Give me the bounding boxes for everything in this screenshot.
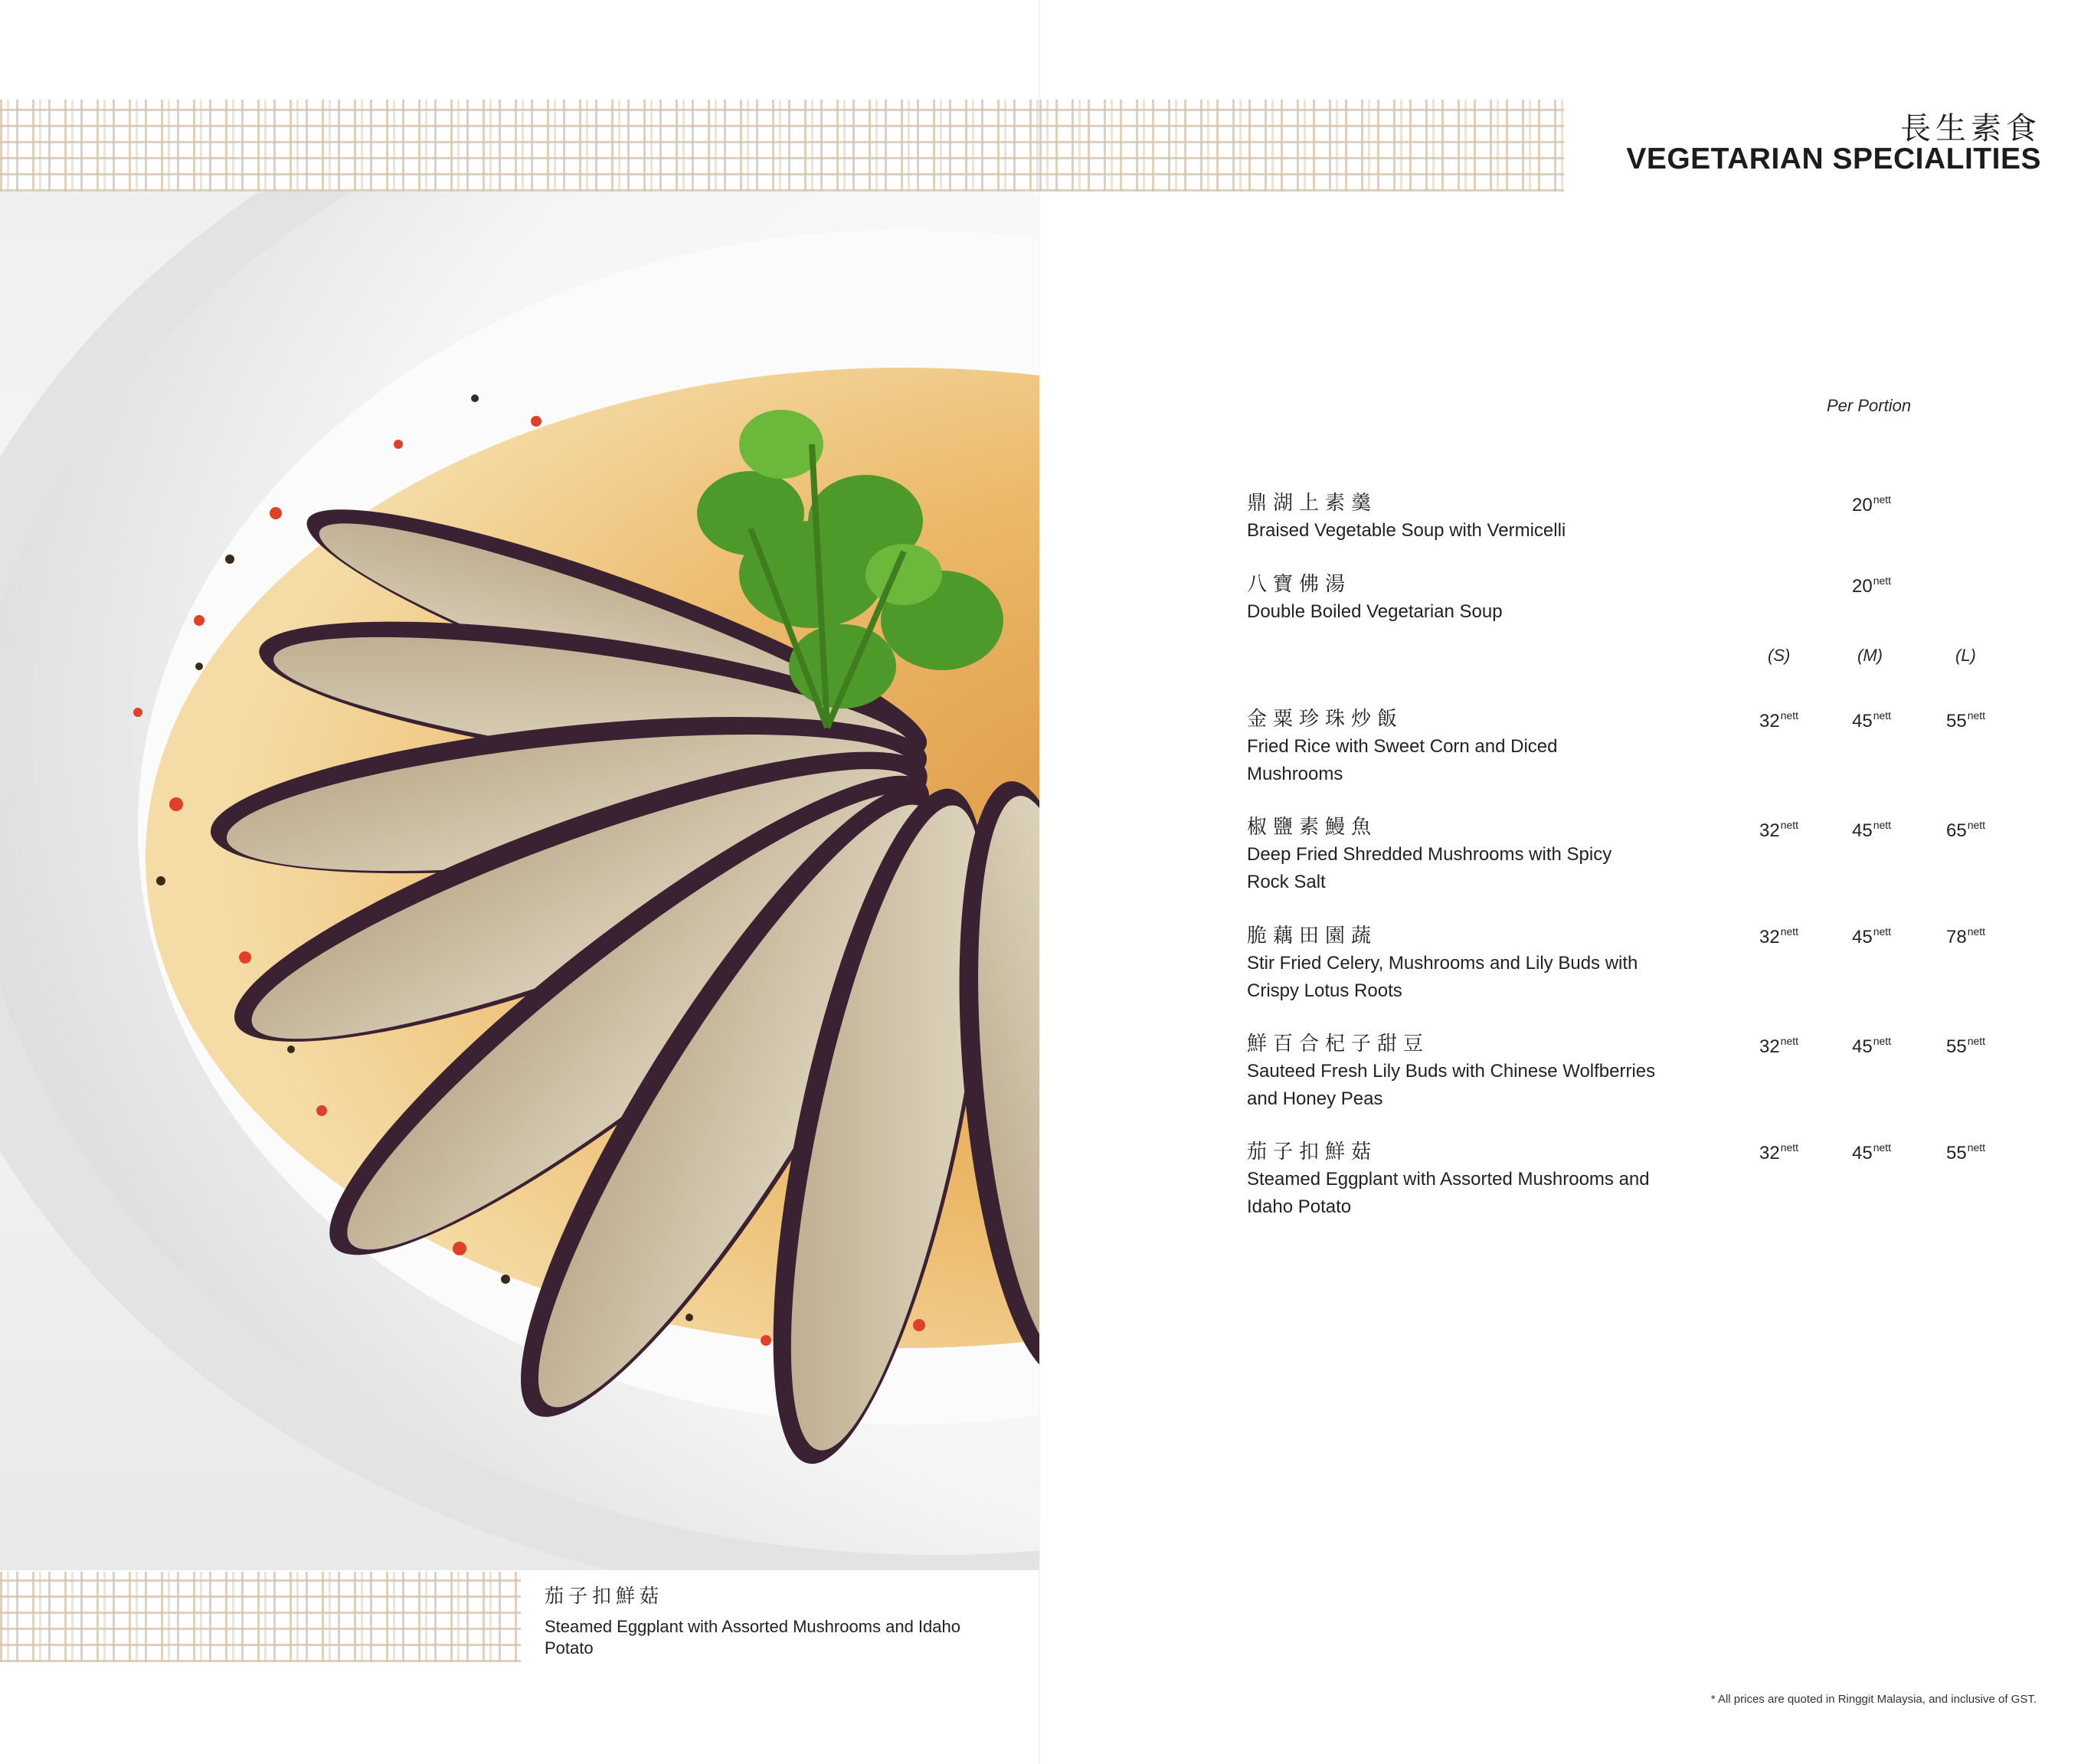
size-label-small: (S) [1768, 646, 1791, 665]
menu-item-english-name: Double Boiled Vegetarian Soup [1247, 601, 1503, 622]
nett-suffix: nett [1967, 1035, 1986, 1047]
menu-item [1247, 815, 1645, 896]
menu-item [1247, 707, 1584, 788]
menu-item-english-name: Steamed Eggplant with Assorted Mushrooms and Idaho Potato [1247, 1169, 1650, 1217]
per-portion-label: Per Portion [1827, 396, 1912, 415]
price-value: 78 [1946, 927, 1967, 947]
section-title: VEGETARIAN SPECIALITIES [1626, 142, 2041, 175]
menu-item-chinese-name: 金粟珍珠炒飯 [1247, 708, 1404, 731]
price-value: 55 [1946, 1036, 1967, 1057]
menu-item-chinese-name: 鼎湖上素羹 [1247, 492, 1378, 515]
menu-item [1247, 491, 1676, 545]
price-value: 65 [1946, 820, 1967, 841]
nett-suffix: nett [1967, 925, 1986, 938]
menu-item-english-name: Braised Vegetable Soup with Vermicelli [1247, 520, 1566, 541]
nett-suffix: nett [1780, 819, 1799, 831]
nett-suffix: nett [1780, 925, 1799, 938]
caption-english: Steamed Eggplant with Assorted Mushrooms and Idaho Potato [545, 1617, 960, 1658]
nett-suffix: nett [1873, 493, 1892, 506]
price-value: 45 [1852, 1036, 1873, 1057]
menu-item-english-name: Sauteed Fresh Lily Buds with Chinese Wolfberries and Honey Peas [1247, 1061, 1656, 1109]
footnote: * All prices are quoted in Ringgit Malaysia, and inclusive of GST. [1710, 1693, 2037, 1706]
menu-item-chinese-name: 椒鹽素鰻魚 [1247, 816, 1378, 839]
menu-item-price-small [1759, 925, 1798, 948]
menu-item-price-medium [1852, 1141, 1891, 1164]
price-value: 55 [1946, 711, 1967, 731]
fretwork-border-top-right [1039, 100, 1564, 191]
menu-item-price [1852, 493, 1891, 516]
menu-item-price-small [1759, 709, 1798, 732]
menu-item-price-medium [1852, 1035, 1891, 1058]
nett-suffix: nett [1967, 709, 1986, 722]
menu-item-chinese-name: 鮮百合杞子甜豆 [1247, 1033, 1430, 1055]
menu-item-price [1852, 574, 1891, 597]
menu-item-english-name: Deep Fried Shredded Mushrooms with Spicy Rock Salt [1247, 844, 1612, 892]
price-value: 32 [1759, 1036, 1780, 1057]
nett-suffix: nett [1873, 819, 1892, 831]
section-title-chinese: 長生素食 [1900, 111, 2041, 146]
menu-item-price-large [1946, 1035, 1985, 1058]
price-value: 45 [1852, 820, 1873, 841]
menu-item [1247, 1140, 1661, 1221]
menu-item-price-large [1946, 925, 1985, 948]
price-value: 32 [1759, 820, 1780, 841]
menu-item-chinese-name: 八寶佛湯 [1247, 573, 1352, 596]
nett-suffix: nett [1780, 1141, 1799, 1154]
price-value: 32 [1759, 711, 1780, 731]
price-value: 32 [1759, 1143, 1780, 1163]
nett-suffix: nett [1873, 709, 1892, 722]
menu-item-price-medium [1852, 925, 1891, 948]
price-value: 32 [1759, 927, 1780, 947]
menu-item [1247, 1032, 1683, 1113]
caption-chinese: 茄子扣鮮菇 [545, 1585, 664, 1607]
size-label-large: (L) [1955, 646, 1976, 665]
nett-suffix: nett [1780, 709, 1799, 722]
menu-item-english-name: Fried Rice with Sweet Corn and Diced Mushrooms [1247, 736, 1558, 784]
price-value: 45 [1852, 711, 1873, 731]
menu-item-price-large [1946, 1141, 1985, 1164]
fretwork-border-bottom [0, 1572, 521, 1662]
nett-suffix: nett [1873, 574, 1892, 587]
dish-photo [0, 191, 1039, 1570]
price-value: 20 [1852, 576, 1873, 597]
menu-item-price-small [1759, 819, 1798, 842]
menu-item-chinese-name: 茄子扣鮮菇 [1247, 1141, 1378, 1163]
nett-suffix: nett [1873, 1035, 1892, 1047]
menu-item-chinese-name: 脆藕田園蔬 [1247, 925, 1378, 947]
menu-item-price-small [1759, 1035, 1798, 1058]
nett-suffix: nett [1873, 925, 1892, 938]
price-value: 45 [1852, 1143, 1873, 1163]
nett-suffix: nett [1967, 819, 1986, 831]
price-value: 45 [1852, 927, 1873, 947]
photo-caption [545, 1581, 973, 1659]
fretwork-border-top-left [0, 100, 1039, 191]
menu-item [1247, 924, 1645, 1005]
eggplant-dish-illustration [0, 191, 1039, 1570]
nett-suffix: nett [1780, 1035, 1799, 1047]
size-label-medium: (M) [1857, 646, 1883, 665]
menu-item-price-medium [1852, 819, 1891, 842]
menu-item-english-name: Stir Fried Celery, Mushrooms and Lily Buds with Crispy Lotus Roots [1247, 953, 1638, 1001]
menu-item-price-large [1946, 709, 1985, 732]
nett-suffix: nett [1873, 1141, 1892, 1154]
price-value: 20 [1852, 495, 1873, 515]
menu-item-price-large [1946, 819, 1985, 842]
menu-item-price-small [1759, 1141, 1798, 1164]
menu-item [1247, 572, 1676, 626]
menu-item-price-medium [1852, 709, 1891, 732]
price-value: 55 [1946, 1143, 1967, 1163]
nett-suffix: nett [1967, 1141, 1986, 1154]
